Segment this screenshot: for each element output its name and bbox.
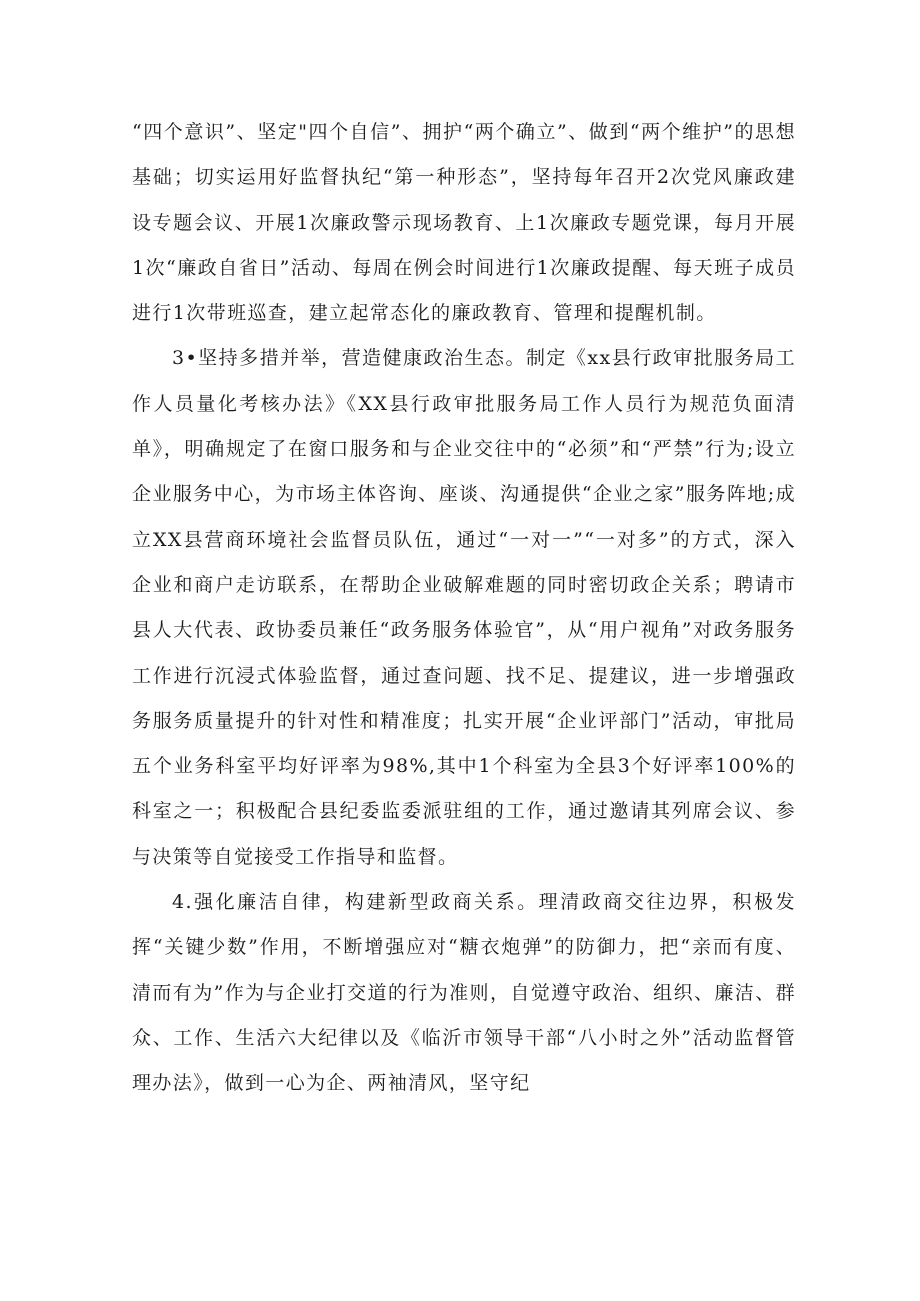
paragraph-self-discipline: 4.强化廉洁自律，构建新型政商关系。理清政商交往边界，积极发挥“关键少数”作用，不断增强应对“糖衣炮弹”的防御力，把“亲而有度、清而有为”作为与企业打交道的行为准则，自觉遵守政治、组织、廉洁、群众、工作、生活六大纪律以及《临沂市领导干部“八小时之外”活动监督管理办法》，做到一心为企、两袖清风，坚守纪 [132,891,796,1095]
document-body [132,110,796,1107]
paragraph-political-ecology: 3•坚持多措并举，营造健康政治生态。制定《xx县行政审批服务局工作人员量化考核办法》《XX县行政审批服务局工作人员行为规范负面清单》，明确规定了在窗口服务和与企业交往中的“必须”和“严禁”行为;设立企业服务中心，为市场主体咨询、座谈、沟通提供“企业之家”服务阵地;成立XX县营商环境社会监督员队伍，通过“一对一”“一对多”的方式，深入企业和商户走访联系，在帮助企业破解难题的同时密切政企关系；聘请市县人大代表、政协委员兼任“政务服务体验官”，从“用户视角”对政务服务工作进行沉浸式体验监督，通过查问题、找不足、提建议，进一步增强政务服务质量提升的针对性和精准度；扎实开展“企业评部门”活动，审批局五个业务科室平均好评率为98%,其中1个科室为全县3个好评率100%的科室之一；积极配合县纪委监委派驻组的工作，通过邀请其列席会议、参与决策等自觉接受工作指导和监督。 [132,347,796,868]
paragraph-continuation-ideology-foundation: “四个意识”、坚定"四个自信”、拥护“两个确立”、做到“两个维护”的思想基础；切实运用好监督执纪“第一种形态”，坚持每年召开2次党风廉政建设专题会议、开展1次廉政警示现场教育、上1次廉政专题党课，每月开展1次“廉政自省日”活动、每周在例会时间进行1次廉政提醒、每天班子成员进行1次带班巡查，建立起常态化的廉政教育、管理和提醒机制。 [132,121,796,325]
